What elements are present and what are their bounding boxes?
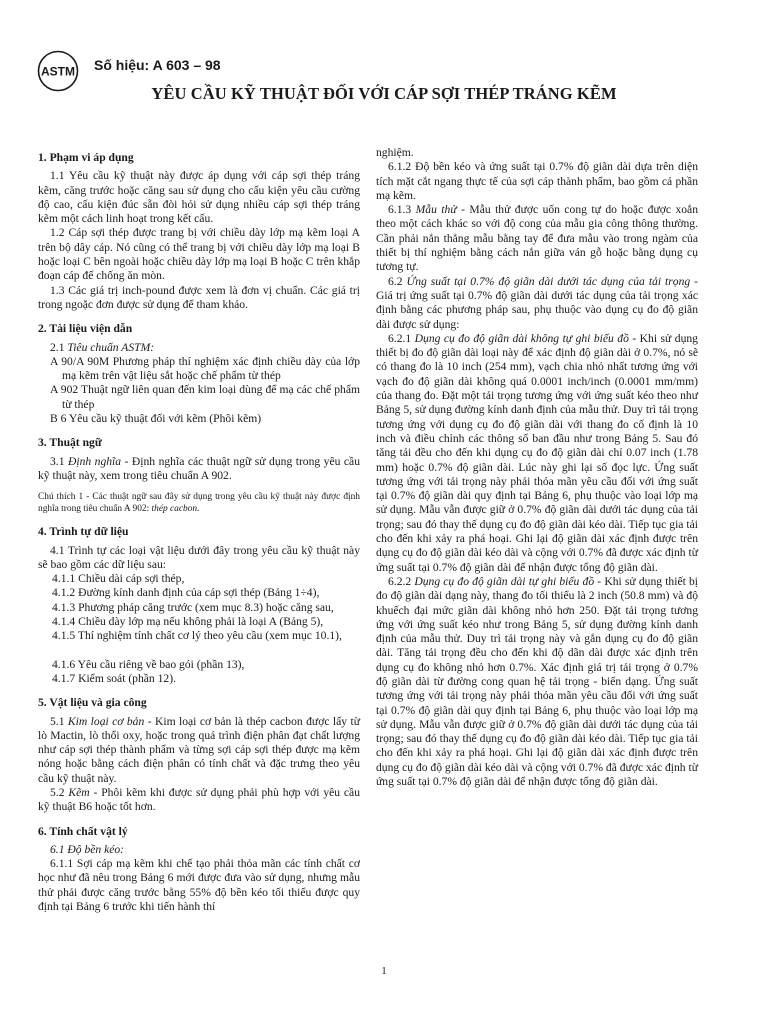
- note: [38, 491, 360, 515]
- clause-number: 6.2: [388, 274, 407, 288]
- document-number: Số hiệu: A 603 – 98: [94, 57, 221, 73]
- paragraph: [38, 455, 360, 484]
- clause-text: - Định nghĩa các thuật ngữ sử dụng trong yêu cầu kỹ thuật này, xem trong tiêu chuẩn A 902.: [38, 454, 360, 482]
- paragraph: 6.1.2 Độ bền kéo và ứng suất tại 0.7% độ giãn dài dựa trên diện tích mặt cắt ngang thực tế của sợi cáp thành phẩm, bao gồm cả phần mạ kẽm.: [376, 160, 698, 202]
- clause-title: Dụng cụ đo độ giãn dài tự ghi biểu đồ: [414, 574, 595, 588]
- paragraph: [376, 203, 698, 274]
- paragraph: [38, 786, 360, 815]
- clause-text: - Giá trị ứng suất tại 0.7% độ giãn dài dưới tác dụng của tải trọng xác định bằng các phương pháp sau, phụ thuộc vào dụng cụ đo độ giãn dài được sử dụng:: [376, 274, 699, 331]
- clause-title: Kim loại cơ bản: [67, 714, 145, 728]
- paragraph: [376, 332, 698, 575]
- paragraph-continuation: nghiệm.: [376, 146, 414, 159]
- paragraph: [376, 575, 698, 789]
- clause-title: Mẫu thử: [415, 203, 457, 217]
- right-column: [376, 146, 698, 789]
- paragraph: [38, 341, 360, 355]
- reference-item: B 6 Yêu cầu kỹ thuật đối với kẽm (Phôi kẽm): [50, 412, 262, 426]
- note-text: Chú thích 1 - Các thuật ngữ sau đây sử dụng trong yêu cầu kỹ thuật này được định nghĩa trong tiêu chuẩn A 902:: [38, 492, 360, 515]
- paragraph: 1.2 Cáp sợi thép được trang bị với chiều dày lớp mạ kẽm loại A trên bộ dây cáp. Nó cũng có thể trang bị với chiều dày lớp mạ loại B hoặc loại C bên ngoài hoặc chiều dày lớp mạ loại B hoặc C trên khắp đoạn cáp để chống ăn mòn.: [38, 226, 360, 283]
- list-item: 4.1.1 Chiều dài cáp sợi thép,: [52, 572, 185, 586]
- logo-text: ASTM: [41, 64, 75, 79]
- list-item: 4.1.4 Chiều dày lớp mạ nếu không phải là loại A (Bảng 5),: [52, 615, 324, 629]
- clause-text: - Mẫu thử được uốn cong tự do hoặc được xoắn theo một cách khác so với độ cong của mẫu gia công thông thường. Cần phải nắn thẳng mẫu bằng tay để đưa mẫu vào trong ngàm của thiết bị thí nghiệm bằng cách nắn giữa ván gỗ hoặc bằng dụng cụ tương tự.: [376, 203, 698, 274]
- clause-title: Dụng cụ đo độ giãn dài không tự ghi biểu đồ: [414, 331, 629, 345]
- clause-title: Tiêu chuẩn ASTM:: [67, 340, 155, 354]
- clause-number: 6.2.1: [388, 331, 415, 345]
- clause-text: - Khi sử dụng thiết bị đo độ giãn dài loại này để xác định độ giãn dài ở 0.7%, nó sẽ có thang đo là 10 inch (254 mm), vạch chia nhỏ nhất tương ứng với vạch đo độ giãn dài không quá 0.0001 inch/inch (0.0001 mm/mm) của thang đo. Đặt một tải trọng tương ứng với ứng suất kéo theo như Bảng 5, sử dụng đường kính danh định của mẫu thử. Duy trì tải trọng tương ứng với dụng cụ đo độ giãn dài với thang đo cố định là 10 inch và điều chỉnh các thông số ban đầu như trong Bảng 5. Sau đó tăng tải đều cho đến khi dụng cụ đo độ giãn dài chỉ 0.07 inch (1.78 mm) hoặc 0.7% độ giãn dài. Lúc này ghi lại số đọc lực. Ứng suất tương ứng với tải trọng này phải thỏa mãn yêu cầu đối với ứng suất tại 0.7% độ giãn dài quy định tại Bảng 6, phụ thuộc vào loại lớp mạ sử dụng. Mẫu vẫn được giữ ở 0.7% độ giãn dài dưới tác dụng của tải trọng; sau đó thay thế dụng cụ đo độ giãn dài kéo dài. Tiếp tục gia tải cho đến khi xảy ra phá hoại. Ghi lại độ giãn dài xác định được trên dụng cụ đo độ giãn dài kéo dài và cộng với 0.7% đã được xác định từ ứng suất tại 0.7% độ giãn dài để nhận được tổng độ giãn dài.: [376, 331, 699, 574]
- section-heading: 5. Vật liệu và gia công: [38, 696, 147, 710]
- list-item: 4.1.5 Thí nghiệm tính chất cơ lý theo yêu cầu (xem mục 10.1),: [52, 629, 342, 643]
- list-item: 4.1.2 Đường kính danh định của cáp sợi thép (Bảng 1÷4),: [52, 586, 320, 600]
- paragraph: 1.1 Yêu cầu kỹ thuật này được áp dụng với cáp sợi thép tráng kẽm, căng trước hoặc căng sau sử dụng cho cấu kiện yêu cầu cường độ cao, cấu kiện đúc sẵn đòi hỏi sử dụng nhiều cáp sợi thép tráng kẽm một cách linh hoạt trong kết cấu.: [38, 169, 360, 226]
- section-heading: 4. Trình tự dữ liệu: [38, 525, 129, 539]
- list-item: 4.1.7 Kiểm soát (phần 12).: [52, 671, 176, 685]
- section-heading: 1. Phạm vi áp dụng: [38, 151, 134, 164]
- paragraph: 1.3 Các giá trị inch-pound được xem là đơn vị chuẩn. Các giá trị trong ngoặc đơn được sử dụng để tham khảo.: [38, 283, 360, 311]
- reference-item: A 902 Thuật ngữ liên quan đến kim loại dùng để mạ các chế phẩm từ thép: [50, 383, 360, 411]
- note-term: thép cacbon.: [151, 504, 200, 515]
- page-number: 1: [381, 965, 387, 977]
- paragraph: [38, 715, 360, 786]
- section-heading: 3. Thuật ngữ: [38, 436, 102, 450]
- paragraph: 6.1 Độ bền kéo:: [50, 842, 125, 856]
- paragraph: [376, 275, 698, 332]
- clause-text: - Kim loại cơ bản là thép cacbon được lấy từ lò Mactin, lò thổi oxy, hoặc trong quá trình điện phân đạt chất lượng như cáp sợi thép thành phẩm và từng sợi cáp sợi thép được mạ kẽm nóng hoặc bằng cách điện phân có tính chất và đặc trưng theo yêu cầu kỹ thuật này.: [38, 714, 360, 785]
- section-heading: 2. Tài liệu viện dẫn: [38, 322, 133, 336]
- section-heading: 6. Tính chất vật lý: [38, 824, 128, 838]
- clause-title: Ứng suất tại 0.7% độ giãn dài dưới tác dụng của tải trọng: [406, 274, 691, 288]
- list-item: 4.1.3 Phương pháp căng trước (xem mục 8.3) hoặc căng sau,: [52, 600, 334, 614]
- reference-item: A 90/A 90M Phương pháp thí nghiệm xác định chiều dày của lớp mạ kẽm trên vật liệu sắt hoặc chế phẩm từ thép: [50, 354, 360, 383]
- clause-number: 5.2: [50, 785, 69, 799]
- left-column: [38, 145, 360, 914]
- clause-text: - Phôi kẽm khi được sử dụng phải phù hợp với yêu cầu kỹ thuật B6 hoặc tốt hơn.: [38, 785, 361, 814]
- clause-number: 6.2.2: [388, 574, 415, 588]
- clause-number: 6.1.3: [388, 203, 416, 217]
- clause-number: 2.1: [50, 340, 68, 354]
- document-title: YÊU CẦU KỸ THUẬT ĐỐI VỚI CÁP SỢI THÉP TRÁNG KẼM: [151, 84, 617, 103]
- list-item: 4.1.6 Yêu cầu riêng về bao gói (phần 13),: [52, 657, 245, 671]
- clause-number: 5.1: [50, 714, 68, 728]
- clause-number: 3.1: [50, 454, 68, 468]
- paragraph: 6.1.1 Sợi cáp mạ kẽm khi chế tạo phải thỏa mãn các tính chất cơ học như đã nêu trong Bảng 6 mới được đưa vào sử dụng, nhưng mẫu thử phải được căng trước bằng 55% độ bền kéo tối thiểu được quy định tại Bảng 6 trước khi tiến hành thí: [38, 857, 360, 914]
- clause-title: Kẽm: [68, 785, 90, 799]
- paragraph: 4.1 Trình tự các loại vật liệu dưới đây trong yêu cầu kỹ thuật này sẽ bao gồm các dữ liệu sau:: [38, 543, 360, 571]
- clause-title: Định nghĩa: [67, 454, 122, 468]
- clause-text: - Khi sử dụng thiết bị đo độ giãn dài dạng này, thang đo tối thiểu là 2 inch (50.8 mm) và độ khuếch đại mức giãn dài không nhỏ hơn 250. Đặt tải trọng tương ứng với ứng suất kéo như trong Bảng 5, sử dụng đường kính danh định của mẫu thử. Duy trì tải trọng này và gắn dụng cụ đo độ giãn dài. Tăng tải trọng đều cho đến khi độ dãn dài được xác định trên dụng cụ đo không nhỏ hơn 0.7%. Xác định giá trị tải trọng ở 0.7% độ giãn dài từ đường cong quan hệ tải trọng - biến dạng. Ứng suất tương ứng với tải trọng này phải thỏa mãn yêu cầu đối với ứng suất tại 0.7% độ giãn dài quy định tại Bảng 6, phụ thuộc vào loại lớp mạ sử dụng. Mẫu vẫn được giữ ở 0.7% độ giãn dài dưới tác dụng của tải trọng; sau đó thay thế dụng cụ đo độ giãn dài kéo dài. Tiếp tục gia tải cho đến khi xảy ra phá hoại. Ghi lại độ giãn dài xác định được trên dụng cụ đo độ giãn dài kéo dài và cộng với 0.7% đã được xác định từ ứng suất tại 0.7% độ giãn dài để nhận được tổng độ giãn dài.: [376, 574, 699, 789]
